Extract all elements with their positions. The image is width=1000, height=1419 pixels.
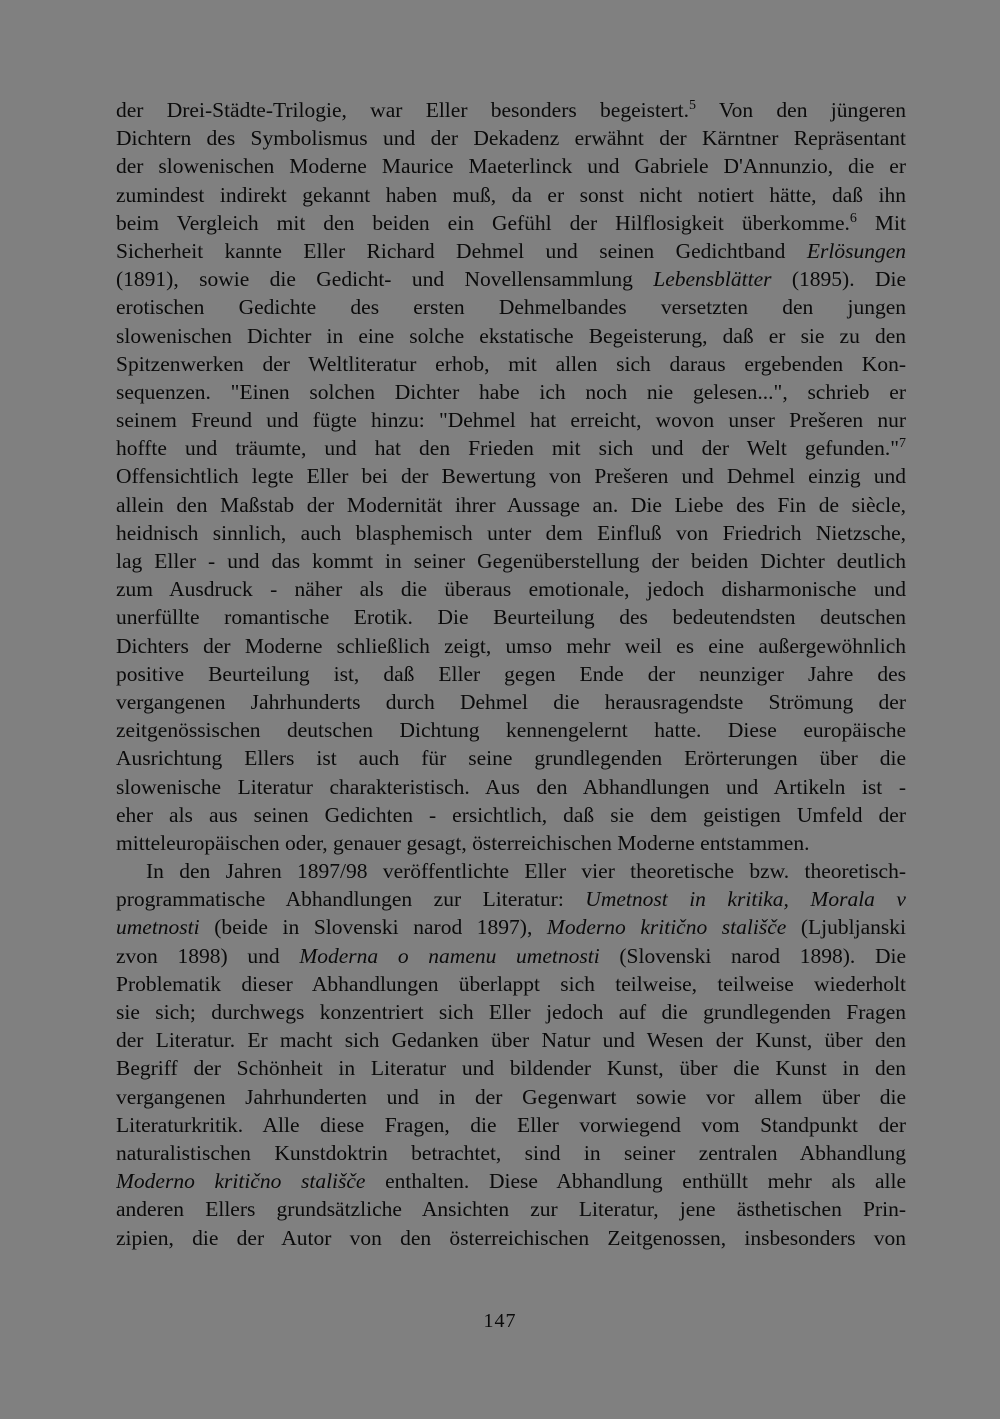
text-run: zeitgenössischen deutschen Dichtung kennengelernt hatte. Diese europäische <box>116 718 906 743</box>
italic-title: Erlösungen <box>806 238 906 263</box>
text-line <box>116 462 906 490</box>
text-line <box>116 603 906 631</box>
text-run: erotischen Gedichte des ersten Dehmelbandes versetzten den jungen <box>116 295 906 320</box>
text-run: programmatische Abhandlungen zur Literatur: <box>116 887 586 912</box>
text-run: mitteleuropäischen oder, genauer gesagt, österreichischen Moderne entstammen. <box>116 830 810 855</box>
text-run: Dichters der Moderne schließlich zeigt, umso mehr weil es eine außergewöhnlich <box>116 633 906 658</box>
text-run: hoffte und träumte, und hat den Frieden mit sich und der Welt gefunden." <box>116 436 899 461</box>
text-line <box>116 1195 906 1223</box>
text-run: sequenzen. "Einen solchen Dichter habe ich noch nie gelesen...", schrieb er <box>116 379 906 404</box>
text-line <box>116 406 906 434</box>
text-run: unerfüllte romantische Erotik. Die Beurteilung des bedeutendsten deutschen <box>116 605 906 630</box>
text-run: beim Vergleich mit den beiden ein Gefühl der Hilflosigkeit überkomme. <box>116 210 850 235</box>
text-line <box>116 716 906 744</box>
text-line <box>116 998 906 1026</box>
text-line <box>116 265 906 293</box>
text-line <box>116 209 906 237</box>
text-run: Sicherheit kannte Eller Richard Dehmel und seinen Gedichtband <box>116 238 807 263</box>
text-line <box>116 378 906 406</box>
text-run: Offensichtlich legte Eller bei der Bewertung von Prešeren und Dehmel einzig und <box>116 464 906 489</box>
text-run: sie sich; durchwegs konzentriert sich Eller jedoch auf die grundlegenden Fragen <box>116 1000 906 1024</box>
text-run: Spitzenwerken der Weltliteratur erhob, mit allen sich daraus ergebenden Kon- <box>116 351 906 376</box>
text-run: enthalten. Diese Abhandlung enthüllt mehr als alle <box>365 1169 906 1194</box>
text-line <box>116 293 906 321</box>
footnote-marker: 6 <box>849 210 857 226</box>
text-line <box>116 434 906 462</box>
text-line <box>116 1026 906 1054</box>
text-run: Von den jüngeren <box>695 98 906 122</box>
text-line <box>116 801 906 829</box>
footnote-marker: 7 <box>899 436 906 452</box>
text-run: Mit <box>856 210 906 235</box>
text-line <box>116 491 906 519</box>
text-run: zvon 1898) und <box>116 943 300 968</box>
text-run: Begriff der Schönheit in Literatur und bildender Kunst, über die Kunst in den <box>116 1056 906 1081</box>
text-line <box>116 885 906 913</box>
text-run: lag Eller - und das kommt in seiner Gegenüberstellung der beiden Dichter deutlich <box>116 549 906 573</box>
text-line <box>116 1139 906 1167</box>
text-run: vergangenen Jahrhunderten und in der Gegenwart sowie vor allem über die <box>116 1084 906 1109</box>
text-run: Literaturkritik. Alle diese Fragen, die Eller vorwiegend vom Standpunkt der <box>116 1112 906 1137</box>
text-run: Ausrichtung Ellers ist auch für seine grundlegenden Erörterungen über die <box>116 746 906 771</box>
italic-title: Lebensblätter <box>653 267 772 292</box>
text-line <box>116 913 906 941</box>
text-run: heidnisch sinnlich, auch blasphemisch unter dem Einfluß von Friedrich Nietzsche, <box>116 520 906 545</box>
text-line <box>116 632 906 660</box>
text-line <box>116 1111 906 1139</box>
text-line <box>116 322 906 350</box>
text-line <box>116 1224 906 1252</box>
text-run: In den Jahren 1897/98 veröffentlichte Eller vier theoretische bzw. theoretisch- <box>146 859 906 884</box>
text-line <box>116 519 906 547</box>
text-run: eher als aus seinen Gedichten - ersichtlich, daß sie dem geistigen Umfeld der <box>116 802 906 827</box>
text-run: slowenische Literatur charakteristisch. Aus den Abhandlungen und Artikeln ist - <box>116 774 906 799</box>
text-run: positive Beurteilung ist, daß Eller gegen Ende der neunziger Jahre des <box>116 661 906 686</box>
italic-title: Umetnost in kritika, Morala v <box>585 887 906 912</box>
text-run: der Literatur. Er macht sich Gedanken über Natur und Wesen der Kunst, über den <box>116 1028 906 1053</box>
text-run: zumindest indirekt gekannt haben muß, da er sonst nicht notiert hätte, daß ihn <box>116 182 906 207</box>
text-line <box>116 237 906 265</box>
text-line <box>116 1054 906 1082</box>
text-run: slowenischen Dichter in eine solche ekstatische Begeisterung, daß er sie zu den <box>116 323 906 348</box>
italic-title: Moderna o namenu umetnosti <box>299 943 600 968</box>
text-line <box>116 970 906 998</box>
text-line <box>116 829 906 857</box>
text-run: zum Ausdruck - näher als die überaus emotionale, jedoch disharmonische und <box>116 577 906 602</box>
text-run: der slowenischen Moderne Maurice Maeterlinck und Gabriele D'Annunzio, die er <box>116 154 906 179</box>
text-line <box>116 1167 906 1195</box>
text-run: (Ljubljanski <box>786 915 906 940</box>
text-run: (1891), sowie die Gedicht- und Novellensammlung <box>116 267 654 292</box>
italic-title: umetnosti <box>116 915 200 940</box>
text-line <box>116 857 906 885</box>
text-line <box>116 124 906 152</box>
text-line <box>116 744 906 772</box>
text-run: naturalistischen Kunstdoktrin betrachtet, sind in seiner zentralen Abhandlung <box>116 1140 906 1165</box>
text-line <box>116 1083 906 1111</box>
text-run: seinem Freund und fügte hinzu: "Dehmel hat erreicht, wovon unser Prešeren nur <box>116 408 906 433</box>
page-number: 147 <box>483 1310 517 1332</box>
body-text <box>116 96 906 1252</box>
text-line <box>116 942 906 970</box>
text-run: (beide in Slovenski narod 1897), <box>199 915 547 940</box>
text-line <box>116 688 906 716</box>
text-line <box>116 575 906 603</box>
text-run: (1895). Die <box>771 267 906 292</box>
footnote-marker: 5 <box>688 98 696 113</box>
text-run: allein den Maßstab der Modernität ihrer Aussage an. Die Liebe des Fin de siècle, <box>116 492 906 517</box>
italic-title: Moderno kritično stališče <box>546 915 787 940</box>
text-run: anderen Ellers grundsätzliche Ansichten zur Literatur, jene ästhetischen Prin- <box>116 1197 906 1222</box>
text-line <box>116 152 906 180</box>
text-line <box>116 96 906 124</box>
text-run: der Drei-Städte-Trilogie, war Eller besonders begeistert. <box>116 98 689 122</box>
text-run: (Slovenski narod 1898). Die <box>599 943 906 968</box>
text-line <box>116 350 906 378</box>
text-line <box>116 660 906 688</box>
text-run: Dichtern des Symbolismus und der Dekadenz erwähnt der Kärntner Repräsentant <box>116 126 906 151</box>
text-line <box>116 181 906 209</box>
italic-title: Moderno kritično stališče <box>116 1169 366 1194</box>
text-run: Problematik dieser Abhandlungen überlappt sich teilweise, teilweise wiederholt <box>116 971 906 996</box>
text-line <box>116 773 906 801</box>
text-run: zipien, die der Autor von den österreichischen Zeitgenossen, insbesonders von <box>116 1225 906 1250</box>
text-run: vergangenen Jahrhunderts durch Dehmel die herausragendste Strömung der <box>116 689 906 714</box>
text-line <box>116 547 906 575</box>
